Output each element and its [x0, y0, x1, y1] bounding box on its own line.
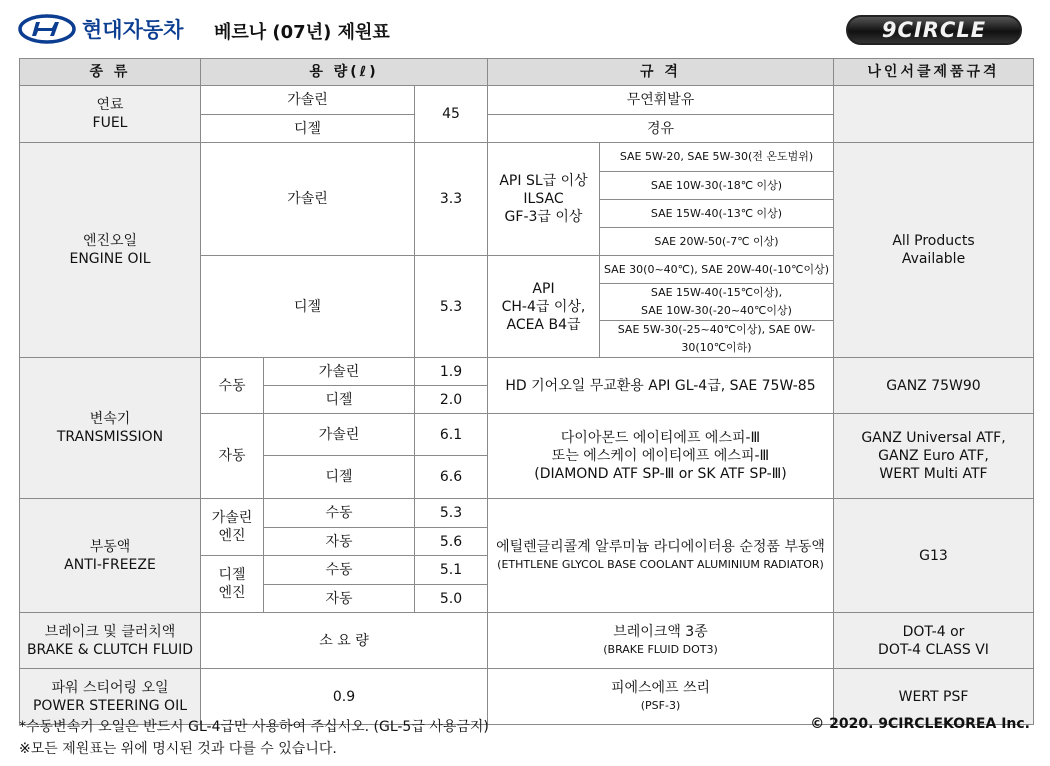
- fuel-gasoline: 가솔린: [201, 86, 415, 115]
- fuel-spec-gasoline: 무연휘발유: [488, 86, 834, 115]
- antifreeze-category: [20, 499, 201, 613]
- spec-line: 다이아몬드 에이티에프 에스피-Ⅲ: [560, 430, 761, 446]
- transmission-manual-product: GANZ 75W90: [834, 358, 1034, 414]
- product-line: GANZ Universal ATF,: [861, 430, 1006, 446]
- engine-oil-grade: [600, 284, 834, 321]
- engine-oil-gasoline: 가솔린: [201, 143, 415, 256]
- category-label-en: POWER STEERING OIL: [32, 697, 188, 714]
- spec-line: 또는 에스케이 에이티에프 에스피-Ⅲ: [551, 448, 770, 464]
- transmission-capacity: 6.1: [415, 414, 488, 456]
- product-line: DOT-4 or: [902, 623, 965, 640]
- category-label-en: FUEL: [92, 115, 128, 131]
- antifreeze-manual: 수동: [264, 499, 415, 528]
- footer-note-gl4: *수동변속기 오일은 반드시 GL-4급만 사용하여 주십시오. (GL-5급 사용금지): [19, 719, 489, 735]
- engine-oil-grade: SAE 5W-30(-25~40℃이상), SAE 0W-30(10℃이하): [600, 321, 834, 358]
- table-row: [20, 499, 1034, 528]
- antifreeze-product: G13: [834, 499, 1034, 613]
- page-header: [0, 0, 1050, 58]
- engine-label: 디젤: [218, 567, 246, 583]
- spec-line: ILSAC: [523, 191, 564, 207]
- brand-name: 현대자동차: [82, 18, 184, 42]
- transmission-gasoline: 가솔린: [264, 414, 415, 456]
- engine-oil-category: [20, 143, 201, 358]
- antifreeze-manual: 수동: [264, 556, 415, 585]
- category-label: 엔진오일: [82, 233, 138, 249]
- antifreeze-auto: 자동: [264, 585, 415, 613]
- table-row: [20, 143, 1034, 172]
- col-header-spec: 규 격: [488, 59, 834, 86]
- engine-oil-grade: SAE 5W-20, SAE 5W-30(전 온도범위): [600, 143, 834, 172]
- transmission-auto-spec: [488, 414, 834, 499]
- engine-label: 가솔린: [211, 510, 253, 526]
- category-label: 변속기: [89, 411, 131, 427]
- fuel-product: [834, 86, 1034, 143]
- engine-oil-diesel-capacity: 5.3: [415, 256, 488, 358]
- engine-oil-grade: SAE 15W-40(-13℃ 이상): [600, 200, 834, 228]
- category-label-en: TRANSMISSION: [56, 429, 164, 445]
- fuel-category: [20, 86, 201, 143]
- spec-line: ACEA B4급: [506, 316, 581, 333]
- engine-oil-diesel-spec: [488, 256, 600, 358]
- category-label: 파워 스티어링 오일: [51, 679, 169, 696]
- antifreeze-diesel-engine: [201, 556, 264, 613]
- steering-spec: [488, 669, 834, 725]
- col-header-product: 나인서클제품규격: [834, 59, 1034, 86]
- transmission-diesel: 디젤: [264, 456, 415, 499]
- product-line: DOT-4 CLASS VI: [878, 641, 989, 658]
- grade-line: SAE 15W-40(-15℃이상),: [650, 286, 783, 299]
- transmission-auto: 자동: [201, 414, 264, 499]
- spec-table: [19, 58, 1034, 725]
- category-label: 연료: [96, 97, 124, 113]
- fuel-capacity: 45: [415, 86, 488, 143]
- table-row: [20, 86, 1034, 115]
- grade-line: SAE 10W-30(-20~40℃이상): [641, 304, 792, 317]
- 9circle-logo: 9CIRCLE: [846, 15, 1022, 45]
- antifreeze-auto: 자동: [264, 528, 415, 556]
- brake-capacity: 소 요 량: [201, 613, 488, 669]
- page-title: 베르나 (07년) 제원표: [214, 22, 390, 43]
- table-row: [20, 358, 1034, 386]
- product-line: GANZ Euro ATF,: [878, 448, 989, 464]
- hyundai-logo: [18, 14, 183, 44]
- antifreeze-capacity: 5.1: [415, 556, 488, 585]
- col-header-capacity: 용 량(ℓ): [201, 59, 488, 86]
- engine-label: 엔진: [218, 585, 246, 601]
- spec-line-en: (ETHTLENE GLYCOL BASE COOLANT ALUMINIUM RADIATOR): [497, 557, 824, 571]
- antifreeze-gasoline-engine: [201, 499, 264, 556]
- transmission-gasoline: 가솔린: [264, 358, 415, 386]
- transmission-category: [20, 358, 201, 499]
- engine-oil-diesel: 디젤: [201, 256, 415, 358]
- spec-line: 브레이크액 3종: [613, 623, 708, 640]
- table-row: [20, 613, 1034, 669]
- engine-oil-grade: SAE 30(0~40℃), SAE 20W-40(-10℃이상): [600, 256, 834, 284]
- engine-oil-gasoline-capacity: 3.3: [415, 143, 488, 256]
- spec-line-en: (PSF-3): [640, 698, 681, 712]
- engine-label: 엔진: [218, 528, 246, 544]
- product-line: WERT Multi ATF: [879, 466, 988, 482]
- transmission-diesel: 디젤: [264, 386, 415, 414]
- engine-oil-grade: SAE 10W-30(-18℃ 이상): [600, 172, 834, 200]
- spec-line: GF-3급 이상: [504, 209, 583, 225]
- engine-oil-grade: SAE 20W-50(-7℃ 이상): [600, 228, 834, 256]
- category-label-en: BRAKE & CLUTCH FLUID: [26, 641, 194, 658]
- spec-line-en: (BRAKE FLUID DOT3): [603, 642, 718, 656]
- col-header-type: 종 류: [20, 59, 201, 86]
- table-header-row: [20, 59, 1034, 86]
- hyundai-emblem-icon: [18, 14, 76, 44]
- antifreeze-capacity: 5.6: [415, 528, 488, 556]
- footer-note-disclaimer: ※모든 제원표는 위에 명시된 것과 다를 수 있습니다.: [19, 741, 337, 757]
- engine-oil-product: [834, 143, 1034, 358]
- spec-line: API: [532, 280, 555, 297]
- fuel-diesel: 디젤: [201, 115, 415, 143]
- transmission-capacity: 1.9: [415, 358, 488, 386]
- transmission-manual: 수동: [201, 358, 264, 414]
- product-line: Available: [901, 251, 966, 267]
- brake-spec: [488, 613, 834, 669]
- spec-line: CH-4급 이상,: [501, 298, 586, 315]
- antifreeze-spec: [488, 499, 834, 613]
- transmission-capacity: 6.6: [415, 456, 488, 499]
- category-label: 브레이크 및 클러치액: [44, 623, 176, 640]
- antifreeze-capacity: 5.0: [415, 585, 488, 613]
- copyright: © 2020. 9CIRCLEKOREA Inc.: [810, 716, 1030, 732]
- category-label-en: ENGINE OIL: [69, 251, 151, 267]
- spec-line: (DIAMOND ATF SP-Ⅲ or SK ATF SP-Ⅲ): [534, 466, 787, 482]
- steering-product: WERT PSF: [834, 669, 1034, 725]
- product-line: All Products: [892, 233, 975, 249]
- brake-category: [20, 613, 201, 669]
- spec-line: 에틸렌글리콜계 알루미늄 라디에이터용 순정품 부동액: [496, 538, 825, 555]
- transmission-auto-product: [834, 414, 1034, 499]
- category-label-en: ANTI-FREEZE: [64, 556, 156, 573]
- brake-product: [834, 613, 1034, 669]
- steering-capacity: 0.9: [201, 669, 488, 725]
- spec-line: 피에스에프 쓰리: [610, 679, 711, 696]
- transmission-capacity: 2.0: [415, 386, 488, 414]
- category-label: 부동액: [89, 538, 131, 555]
- fuel-spec-diesel: 경유: [488, 115, 834, 143]
- antifreeze-capacity: 5.3: [415, 499, 488, 528]
- spec-line: API SL급 이상: [499, 173, 588, 189]
- transmission-manual-spec: HD 기어오일 무교환용 API GL-4급, SAE 75W-85: [488, 358, 834, 414]
- engine-oil-gasoline-spec: [488, 143, 600, 256]
